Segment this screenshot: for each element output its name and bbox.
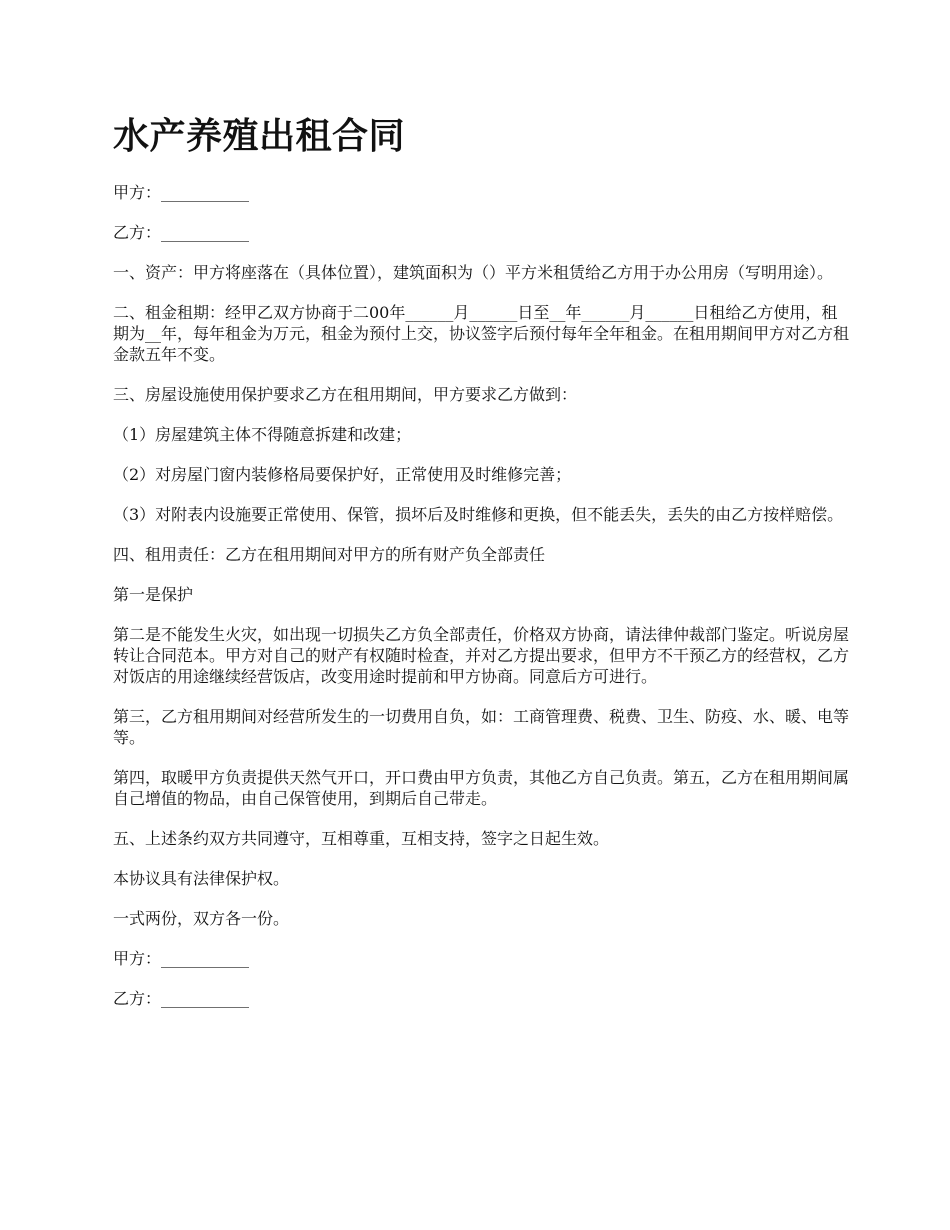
party-b-signature-line: 乙方：___________ — [113, 989, 250, 1008]
party-a-line-top: 甲方：___________ — [113, 183, 250, 202]
clause-rent-term: 二、租金租期：经甲乙双方协商于二00年______月______日至__年______月______日租给乙方使用，租期为__年，每年租金为万元，租金为预付上交，协议签字后预付每年全年租金。在租用期间甲方对乙方租金款五年不变。 — [113, 303, 850, 364]
clause-item-2: （2）对房屋门窗内装修格局要保护好，正常使用及时维修完善； — [113, 465, 572, 484]
document-title: 水产养殖出租合同 — [113, 115, 406, 157]
clause-item-3: （3）对附表内设施要正常使用、保管，损坏后及时维修和更换，但不能丢失，丢失的由乙方按样赔偿。 — [113, 505, 844, 524]
party-a-signature-line: 甲方：___________ — [113, 949, 250, 968]
clause-facility-protection: 三、房屋设施使用保护要求乙方在租用期间，甲方要求乙方做到： — [113, 385, 578, 404]
contract-page — [113, 112, 853, 1028]
clause-third: 第三，乙方租用期间对经营所发生的一切费用自负，如：工商管理费、税费、卫生、防疫、水、暖、电等等。 — [113, 707, 850, 747]
clause-assets: 一、资产：甲方将座落在（具体位置），建筑面积为（）平方米租赁给乙方用于办公用房（写明用途）。 — [113, 263, 834, 282]
clause-responsibility: 四、租用责任：乙方在租用期间对甲方的所有财产负全部责任 — [113, 545, 546, 564]
clause-fourth: 第四，取暖甲方负责提供天然气开口，开口费由甲方负责，其他乙方自己负责。第五，乙方在租用期间属自己增值的物品，由自己保管使用，到期后自己带走。 — [113, 768, 850, 808]
clause-legal-protection: 本协议具有法律保护权。 — [113, 869, 290, 888]
clause-item-1: （1）房屋建筑主体不得随意拆建和改建； — [113, 425, 412, 444]
clause-first: 第一是保护 — [113, 585, 194, 604]
clause-copies: 一式两份，双方各一份。 — [113, 909, 290, 928]
clause-effective: 五、上述条约双方共同遵守，互相尊重，互相支持，签字之日起生效。 — [113, 829, 610, 848]
clause-second: 第二是不能发生火灾，如出现一切损失乙方负全部责任，价格双方协商，请法律仲裁部门鉴定。听说房屋转让合同范本。甲方对自己的财产有权随时检查，并对乙方提出要求，但甲方不干预乙方的经营权，乙方对饭店的用途继续经营饭店，改变用途时提前和甲方协商。同意后方可进行。 — [113, 625, 850, 686]
party-b-line-top: 乙方：___________ — [113, 223, 250, 242]
